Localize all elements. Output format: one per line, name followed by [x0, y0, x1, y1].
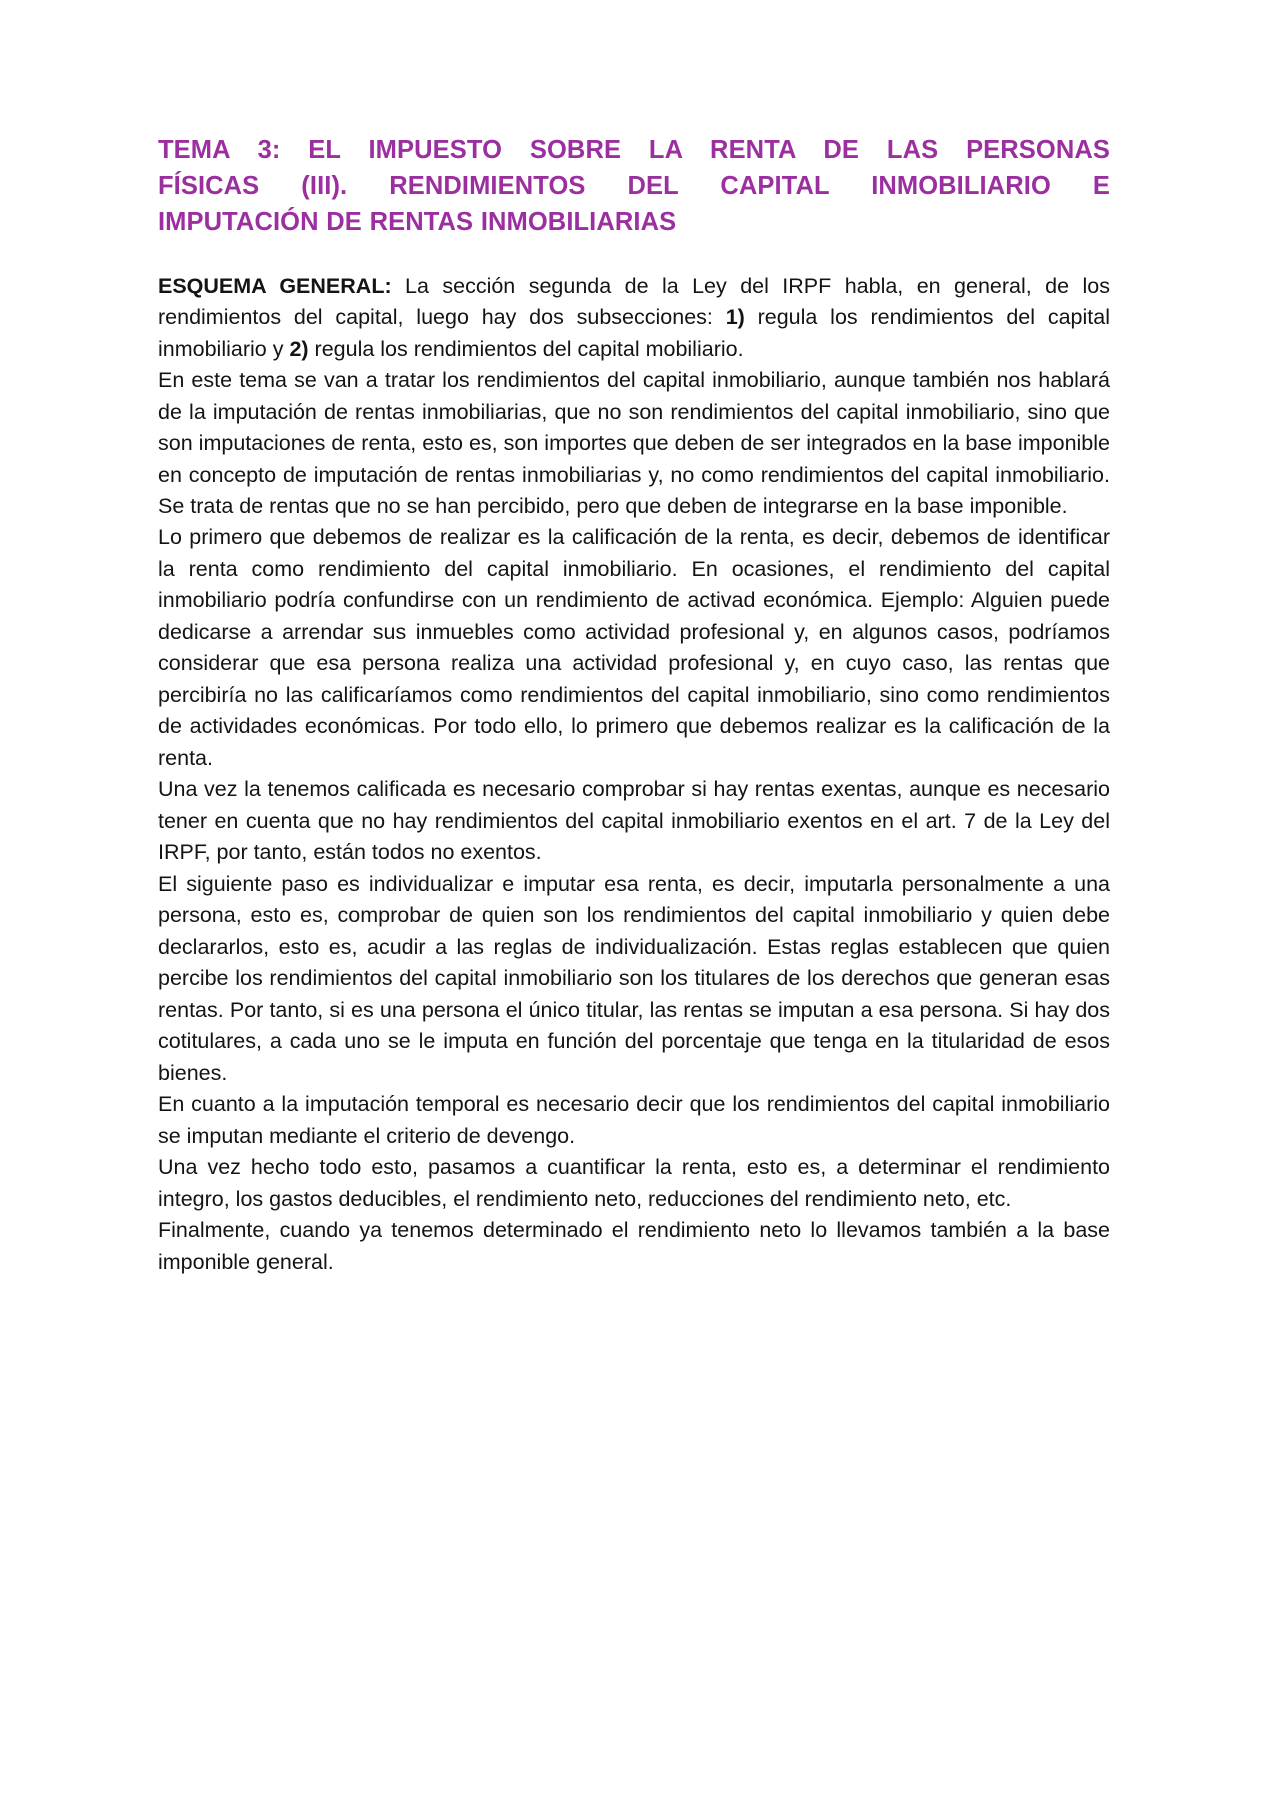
page-title [158, 132, 1110, 241]
esquema-general-text-2: regula los rendimientos del capital inmobiliario y [158, 305, 1110, 361]
paragraph-esquema-general [158, 271, 1110, 365]
paragraph-cuantificacion: Una vez hecho todo esto, pasamos a cuantificar la renta, esto es, a determinar el rendimiento integro, los gastos deducibles, el rendimiento neto, reducciones del rendimiento neto, etc. [158, 1155, 1110, 1211]
paragraph-calificacion-renta: Lo primero que debemos de realizar es la calificación de la renta, es decir, debemos de identificar la renta como rendimiento del capital inmobiliario. En ocasiones, el rendimiento del capital inmobiliario podría confundirse con un rendimiento de activad económica. Ejemplo: Alguien puede dedicarse a arrendar sus inmuebles como actividad profesional y, en algunos casos, podríamos considerar que esa persona realiza una actividad profesional y, en cuyo caso, las rentas que percibiría no las calificaríamos como rendimientos del capital inmobiliario, sino como rendimientos de actividades económicas. Por todo ello, lo primero que debemos realizar es la calificación de la renta. [158, 525, 1110, 770]
paragraph-imputacion-temporal: En cuanto a la imputación temporal es necesario decir que los rendimientos del capital inmobiliario se imputan mediante el criterio de devengo. [158, 1092, 1110, 1148]
document-body [158, 271, 1110, 1279]
page-title-line-1: TEMA 3: EL IMPUESTO SOBRE LA RENTA DE LAS PERSONAS [158, 136, 1110, 164]
page-title-line-2: FÍSICAS (III). RENDIMIENTOS DEL CAPITAL INMOBILIARIO E [158, 172, 1110, 201]
subseccion-2-marker: 2) [289, 336, 309, 361]
esquema-general-text-1: La sección segunda de la Ley del IRPF habla, en general, de los rendimientos del capital, luego hay dos subsecciones: [158, 273, 1110, 330]
paragraph-imputacion-rentas: En este tema se van a tratar los rendimientos del capital inmobiliario, aunque también nos hablará de la imputación de rentas inmobiliarias, que no son rendimientos del capital inmobiliario, sino que son imputaciones de renta, esto es, son importes que deben de ser integrados en la base imponible en concepto de imputación de rentas inmobiliarias y, no como rendimientos del capital inmobiliario. Se trata de rentas que no se han percibido, pero que deben de integrarse en la base imponible. [158, 368, 1110, 518]
subseccion-1-marker: 1) [725, 305, 745, 330]
page-title-line-3: IMPUTACIÓN DE RENTAS INMOBILIARIAS [158, 208, 677, 237]
paragraph-final: Finalmente, cuando ya tenemos determinado el rendimiento neto lo llevamos también a la base imponible general. [158, 1218, 1110, 1274]
esquema-general-label: ESQUEMA GENERAL: [158, 273, 392, 298]
esquema-general-text-3: regula los rendimientos del capital mobiliario. [308, 336, 744, 361]
paragraph-individualizacion: El siguiente paso es individualizar e imputar esa renta, es decir, imputarla personalmente a una persona, esto es, comprobar de quien son los rendimientos del capital inmobiliario y quien debe declararlos, esto es, acudir a las reglas de individualización. Estas reglas establecen que quien percibe los rendimientos del capital inmobiliario son los titulares de los derechos que generan esas rentas. Por tanto, si es una persona el único titular, las rentas se imputan a esa persona. Si hay dos cotitulares, a cada uno se le imputa en función del porcentaje que tenga en la titularidad de esos bienes. [158, 871, 1110, 1085]
paragraph-rentas-exentas: Una vez la tenemos calificada es necesario comprobar si hay rentas exentas, aunque es necesario tener en cuenta que no hay rendimientos del capital inmobiliario exentos en el art. 7 de la Ley del IRPF, por tanto, están todos no exentos. [158, 777, 1110, 865]
